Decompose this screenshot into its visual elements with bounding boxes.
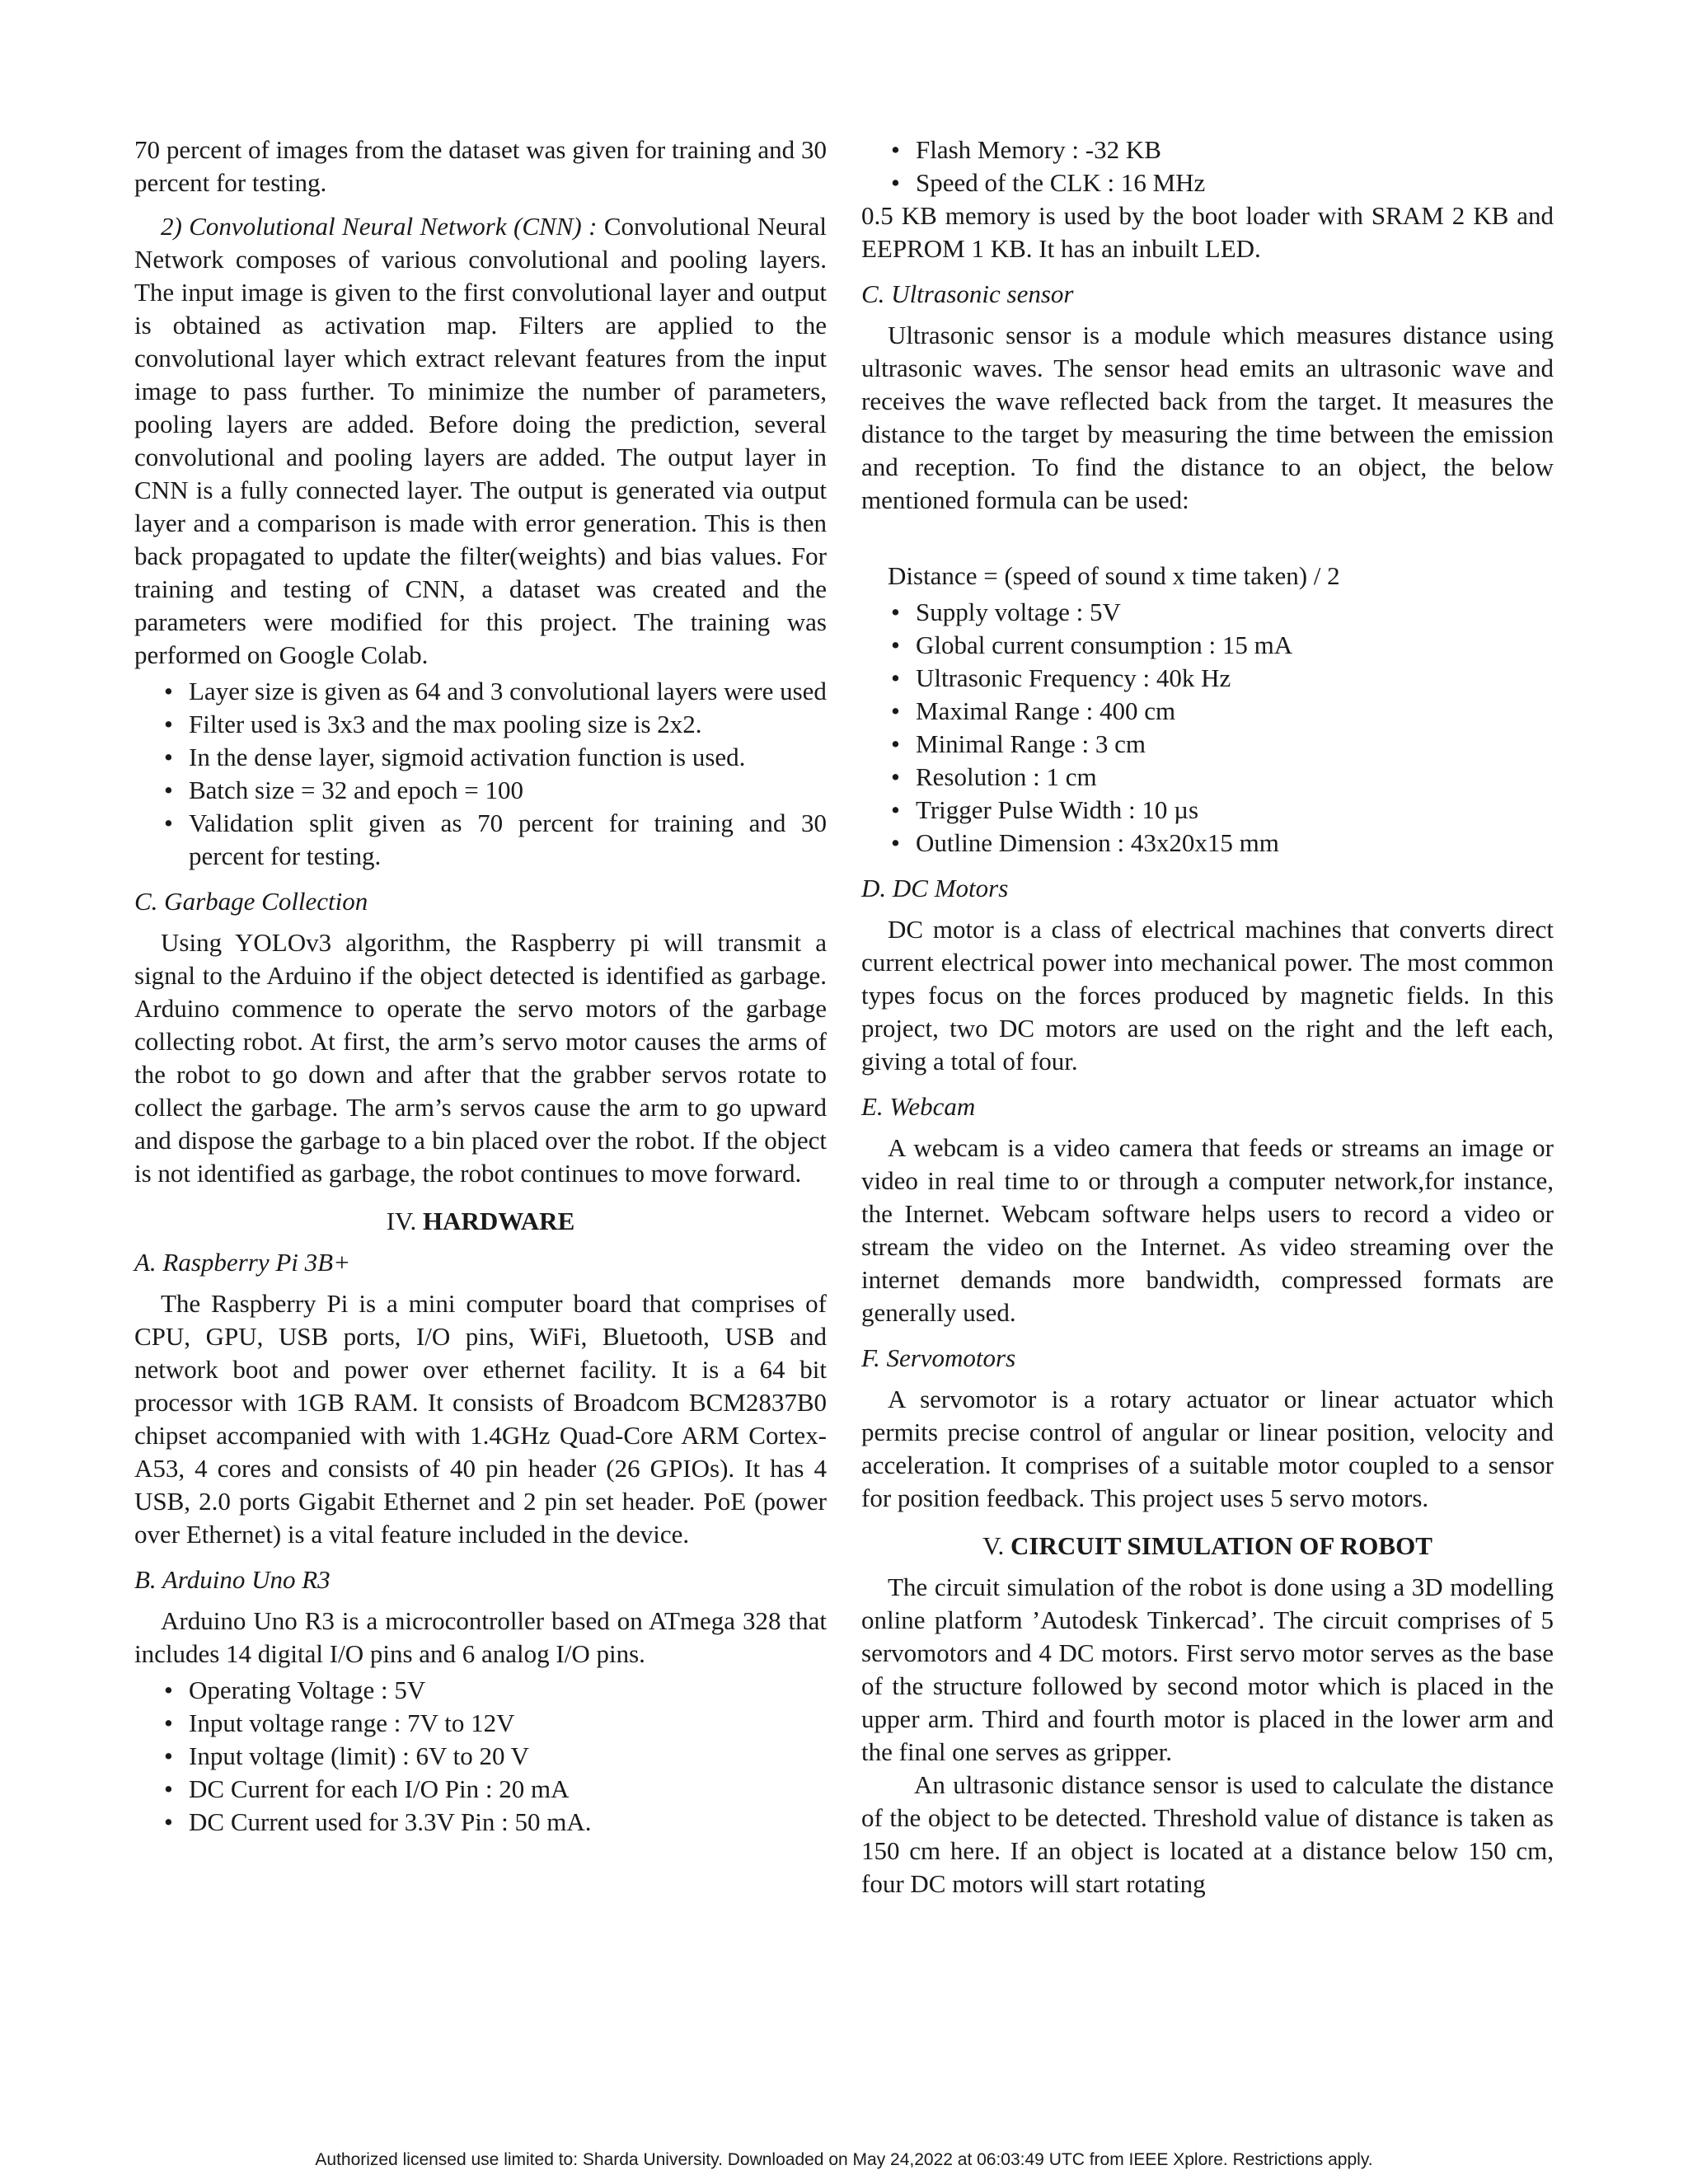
arduino-bullet-list-continued	[861, 134, 1554, 199]
list-item: • Operating Voltage : 5V	[134, 1674, 827, 1707]
hardware-section-title: HARDWARE	[422, 1207, 575, 1235]
list-item: • Supply voltage : 5V	[861, 596, 1554, 629]
arduino-bullet-list	[134, 1674, 827, 1839]
cnn-paragraph	[134, 210, 827, 672]
hardware-section-number: IV.	[386, 1207, 423, 1235]
list-item: • Input voltage (limit) : 6V to 20 V	[134, 1740, 827, 1773]
list-item: • Layer size is given as 64 and 3 convolutional layers were used	[134, 675, 827, 708]
servomotors-heading: F. Servomotors	[861, 1343, 1016, 1372]
hardware-section-heading	[134, 1205, 827, 1238]
list-item: • Global current consumption : 15 mA	[861, 629, 1554, 662]
garbage-heading: C. Garbage Collection	[134, 887, 368, 916]
dc-motors-heading: D. DC Motors	[861, 874, 1009, 902]
list-item: • Minimal Range : 3 cm	[861, 728, 1554, 761]
garbage-paragraph: Using YOLOv3 algorithm, the Raspberry pi will transmit a signal to the Arduino if the object detected is identified as garbage. Arduino commence to operate the servo motors of the garbage collecting robot. At first, the arm’s servo motor causes the arms of the robot to go down and after that the grabber servos rotate to collect the garbage. The arm’s servos cause the arm to go upward and dispose the garbage to a bin placed over the robot. If the object is not identified as garbage, the robot continues to move forward.	[134, 928, 827, 1188]
ultrasonic-paragraph: Ultrasonic sensor is a module which measures distance using ultrasonic waves. The sensor head emits an ultrasonic wave and receives the wave reflected back from the target. It measures the distance to the target by measuring the time between the emission and reception. To find the distance to an object, the below mentioned formula can be used:	[861, 321, 1554, 514]
list-item: • Resolution : 1 cm	[861, 761, 1554, 794]
distance-formula: Distance = (speed of sound x time taken) / 2	[888, 561, 1340, 590]
list-item: • Validation split given as 70 percent for training and 30 percent for testing.	[134, 807, 827, 873]
circuit-section-number: V.	[982, 1531, 1011, 1560]
list-item: • Batch size = 32 and epoch = 100	[134, 774, 827, 807]
webcam-heading: E. Webcam	[861, 1092, 976, 1121]
list-item: • DC Current used for 3.3V Pin : 50 mA.	[134, 1806, 827, 1839]
list-item: • Maximal Range : 400 cm	[861, 695, 1554, 728]
rpi-paragraph: The Raspberry Pi is a mini computer board that comprises of CPU, GPU, USB ports, I/O pins, WiFi, Bluetooth, USB and network boot and power over ethernet facility. It is a 64 bit processor with 1GB RAM. It consists of Broadcom BCM2837B0 chipset accompanied with with 1.4GHz Quad-Core ARM Cortex-A53, 4 cores and consists of 40 pin header (26 GPIOs). It has 4 USB, 2.0 ports Gigabit Ethernet and 2 pin set header. PoE (power over Ethernet) is a vital feature included in the device.	[134, 1289, 827, 1549]
list-item: • Flash Memory : -32 KB	[861, 134, 1554, 166]
right-column	[861, 134, 1554, 1900]
list-item: • Outline Dimension : 43x20x15 mm	[861, 827, 1554, 860]
circuit-paragraph: The circuit simulation of the robot is done using a 3D modelling online platform ’Autodesk Tinkercad’. The circuit comprises of 5 servomotors and 4 DC motors. First servo motor serves as the base of the structure followed by second motor which is placed in the upper arm. Third and fourth motor is placed in the lower arm and the final one serves as gripper.	[861, 1572, 1554, 1766]
list-item: • DC Current for each I/O Pin : 20 mA	[134, 1773, 827, 1806]
arduino-paragraph: Arduino Uno R3 is a microcontroller based on ATmega 328 that includes 14 digital I/O pins and 6 analog I/O pins.	[134, 1606, 827, 1668]
list-item: • Ultrasonic Frequency : 40k Hz	[861, 662, 1554, 695]
circuit-paragraph-2: An ultrasonic distance sensor is used to calculate the distance of the object to be detected. Threshold value of distance is taken as 150 cm here. If an object is located at a distance below 150 cm, four DC motors will start rotating	[861, 1770, 1554, 1898]
servomotors-paragraph: A servomotor is a rotary actuator or linear actuator which permits precise control of angular or linear position, velocity and acceleration. It comprises of a suitable motor coupled to a sensor for position feedback. This project uses 5 servo motors.	[861, 1385, 1554, 1512]
intro-paragraph: 70 percent of images from the dataset was given for training and 30 percent for testing.	[134, 135, 827, 197]
list-item: • Trigger Pulse Width : 10 µs	[861, 794, 1554, 827]
left-column	[134, 134, 827, 1839]
license-footer: Authorized licensed use limited to: Sharda University. Downloaded on May 24,2022 at 06:03:49 UTC from IEEE Xplore. Restrictions apply.	[315, 2150, 1373, 2169]
list-item: • Filter used is 3x3 and the max pooling size is 2x2.	[134, 708, 827, 741]
cnn-text: Convolutional Neural Network composes of various convolutional and pooling layers. The input image is given to the first convolutional layer and output is obtained as activation map. Filters are applied to the convolutional layer which extract relevant features from the input image to pass further. To minimize the number of parameters, pooling layers are added. Before doing the prediction, several convolutional and pooling layers are added. The output layer in CNN is a fully connected layer. The output is generated via output layer and a comparison is made with error generation. This is then back propagated to update the filter(weights) and bias values. For training and testing of CNN, a dataset was created and the parameters were modified for this project. The training was performed on Google Colab.	[134, 212, 828, 669]
cnn-heading: 2) Convolutional Neural Network (CNN) :	[161, 212, 598, 241]
list-item: • In the dense layer, sigmoid activation function is used.	[134, 741, 827, 774]
dc-motors-paragraph: DC motor is a class of electrical machines that converts direct current electrical power into mechanical power. The most common types focus on the forces produced by magnetic fields. In this project, two DC motors are used on the right and the left each, giving a total of four.	[861, 915, 1554, 1076]
rpi-heading: A. Raspberry Pi 3B+	[134, 1248, 350, 1277]
memory-paragraph: 0.5 KB memory is used by the boot loader with SRAM 2 KB and EEPROM 1 KB. It has an inbuilt LED.	[861, 201, 1554, 263]
ultrasonic-heading: C. Ultrasonic sensor	[861, 279, 1074, 308]
circuit-section-heading	[861, 1530, 1554, 1563]
list-item: • Speed of the CLK : 16 MHz	[861, 166, 1554, 199]
circuit-section-title: CIRCUIT SIMULATION OF ROBOT	[1010, 1531, 1432, 1560]
list-item: • Input voltage range : 7V to 12V	[134, 1707, 827, 1740]
cnn-bullet-list	[134, 675, 827, 873]
webcam-paragraph: A webcam is a video camera that feeds or streams an image or video in real time to or through a computer network,for instance, the Internet. Webcam software helps users to record a video or stream the video on the Internet. As video streaming over the internet demands more bandwidth, compressed formats are generally used.	[861, 1133, 1554, 1327]
ultrasonic-bullet-list	[861, 596, 1554, 860]
arduino-heading: B. Arduino Uno R3	[134, 1565, 331, 1594]
